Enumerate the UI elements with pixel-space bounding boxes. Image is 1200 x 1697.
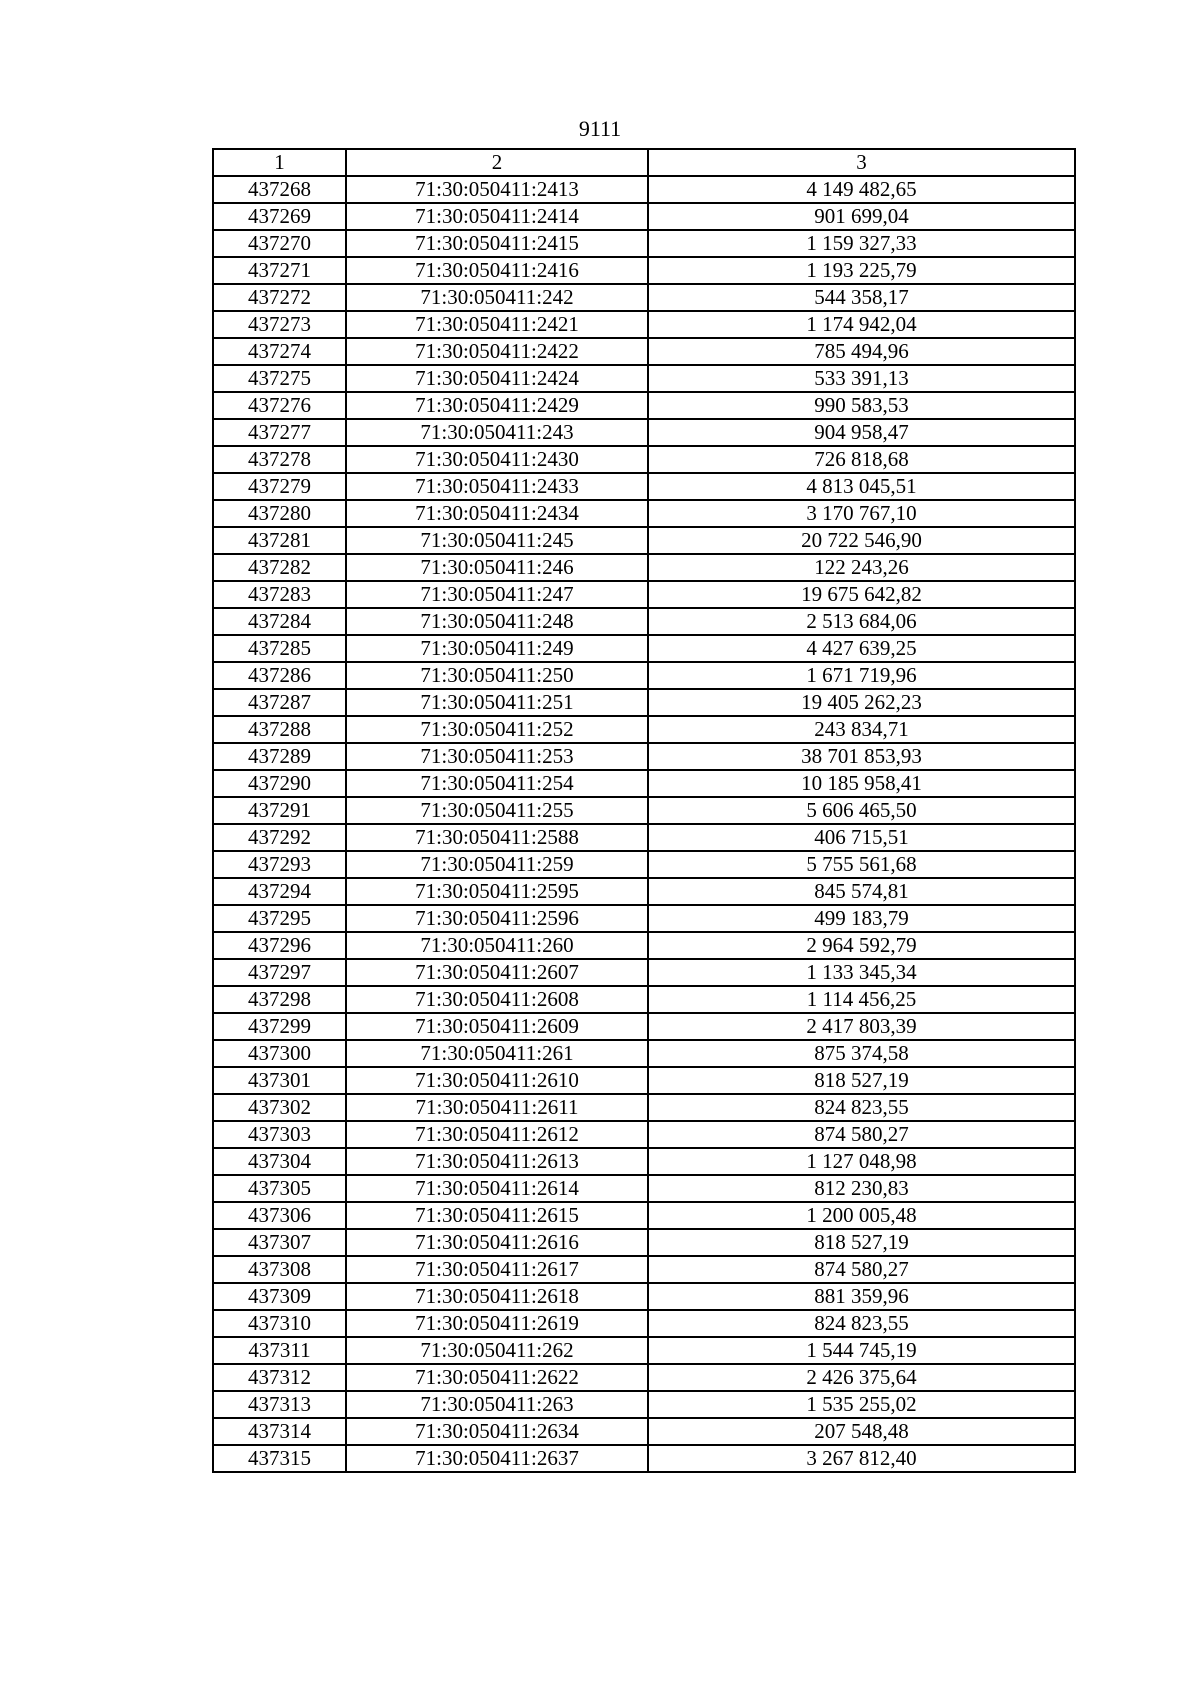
row-number-cell: 437298	[213, 986, 346, 1013]
value-cell: 1 127 048,98	[648, 1148, 1075, 1175]
value-cell: 406 715,51	[648, 824, 1075, 851]
table-row	[213, 581, 1075, 608]
cadastral-number-cell: 71:30:050411:2430	[346, 446, 648, 473]
row-number-cell: 437296	[213, 932, 346, 959]
cadastral-number-cell: 71:30:050411:2413	[346, 176, 648, 203]
value-cell: 122 243,26	[648, 554, 1075, 581]
cadastral-number-cell: 71:30:050411:2421	[346, 311, 648, 338]
value-cell: 19 405 262,23	[648, 689, 1075, 716]
row-number-cell: 437274	[213, 338, 346, 365]
value-cell: 1 671 719,96	[648, 662, 1075, 689]
cadastral-number-cell: 71:30:050411:2615	[346, 1202, 648, 1229]
cadastral-number-cell: 71:30:050411:246	[346, 554, 648, 581]
row-number-cell: 437293	[213, 851, 346, 878]
row-number-cell: 437310	[213, 1310, 346, 1337]
row-number-cell: 437294	[213, 878, 346, 905]
table-row	[213, 203, 1075, 230]
cadastral-number-cell: 71:30:050411:2424	[346, 365, 648, 392]
table-row	[213, 743, 1075, 770]
cadastral-number-cell: 71:30:050411:255	[346, 797, 648, 824]
row-number-cell: 437291	[213, 797, 346, 824]
value-cell: 4 813 045,51	[648, 473, 1075, 500]
cadastral-number-cell: 71:30:050411:2634	[346, 1418, 648, 1445]
cadastral-number-cell: 71:30:050411:2414	[346, 203, 648, 230]
cadastral-number-cell: 71:30:050411:259	[346, 851, 648, 878]
value-cell: 3 170 767,10	[648, 500, 1075, 527]
value-cell: 904 958,47	[648, 419, 1075, 446]
value-cell: 1 159 327,33	[648, 230, 1075, 257]
cadastral-number-cell: 71:30:050411:2617	[346, 1256, 648, 1283]
table-row	[213, 1283, 1075, 1310]
value-cell: 1 544 745,19	[648, 1337, 1075, 1364]
table-row	[213, 851, 1075, 878]
row-number-cell: 437270	[213, 230, 346, 257]
cadastral-number-cell: 71:30:050411:242	[346, 284, 648, 311]
cadastral-number-cell: 71:30:050411:2595	[346, 878, 648, 905]
table-row	[213, 824, 1075, 851]
row-number-cell: 437309	[213, 1283, 346, 1310]
value-cell: 1 200 005,48	[648, 1202, 1075, 1229]
cadastral-number-cell: 71:30:050411:263	[346, 1391, 648, 1418]
table-row	[213, 257, 1075, 284]
table-row	[213, 986, 1075, 1013]
row-number-cell: 437299	[213, 1013, 346, 1040]
table-row	[213, 932, 1075, 959]
table-row	[213, 1121, 1075, 1148]
table-row	[213, 230, 1075, 257]
table-row	[213, 770, 1075, 797]
table-row	[213, 1175, 1075, 1202]
value-cell: 5 755 561,68	[648, 851, 1075, 878]
row-number-cell: 437289	[213, 743, 346, 770]
table-row	[213, 878, 1075, 905]
cadastral-number-cell: 71:30:050411:250	[346, 662, 648, 689]
value-cell: 845 574,81	[648, 878, 1075, 905]
table-row	[213, 311, 1075, 338]
cadastral-number-cell: 71:30:050411:2416	[346, 257, 648, 284]
value-cell: 726 818,68	[648, 446, 1075, 473]
value-cell: 785 494,96	[648, 338, 1075, 365]
cadastral-number-cell: 71:30:050411:2613	[346, 1148, 648, 1175]
cadastral-number-cell: 71:30:050411:2607	[346, 959, 648, 986]
cadastral-number-cell: 71:30:050411:2608	[346, 986, 648, 1013]
value-cell: 19 675 642,82	[648, 581, 1075, 608]
table-header-row	[213, 149, 1075, 176]
table-row	[213, 1391, 1075, 1418]
cadastral-number-cell: 71:30:050411:2434	[346, 500, 648, 527]
table-row	[213, 1445, 1075, 1472]
cadastral-number-cell: 71:30:050411:2429	[346, 392, 648, 419]
value-cell: 2 964 592,79	[648, 932, 1075, 959]
table-row	[213, 176, 1075, 203]
value-cell: 874 580,27	[648, 1256, 1075, 1283]
row-number-cell: 437284	[213, 608, 346, 635]
table-row	[213, 1364, 1075, 1391]
value-cell: 38 701 853,93	[648, 743, 1075, 770]
table-row	[213, 446, 1075, 473]
column-header-2: 2	[346, 149, 648, 176]
value-cell: 1 174 942,04	[648, 311, 1075, 338]
table-row	[213, 1202, 1075, 1229]
column-header-1: 1	[213, 149, 346, 176]
row-number-cell: 437305	[213, 1175, 346, 1202]
row-number-cell: 437315	[213, 1445, 346, 1472]
cadastral-number-cell: 71:30:050411:2609	[346, 1013, 648, 1040]
value-cell: 824 823,55	[648, 1094, 1075, 1121]
value-cell: 207 548,48	[648, 1418, 1075, 1445]
row-number-cell: 437308	[213, 1256, 346, 1283]
table-row	[213, 473, 1075, 500]
table-row	[213, 365, 1075, 392]
row-number-cell: 437272	[213, 284, 346, 311]
cadastral-number-cell: 71:30:050411:261	[346, 1040, 648, 1067]
table-row	[213, 1067, 1075, 1094]
value-cell: 875 374,58	[648, 1040, 1075, 1067]
row-number-cell: 437271	[213, 257, 346, 284]
cadastral-number-cell: 71:30:050411:249	[346, 635, 648, 662]
value-cell: 20 722 546,90	[648, 527, 1075, 554]
table-row	[213, 635, 1075, 662]
table-row	[213, 1013, 1075, 1040]
table-row	[213, 419, 1075, 446]
table-row	[213, 797, 1075, 824]
value-cell: 544 358,17	[648, 284, 1075, 311]
cadastral-number-cell: 71:30:050411:2616	[346, 1229, 648, 1256]
row-number-cell: 437313	[213, 1391, 346, 1418]
row-number-cell: 437281	[213, 527, 346, 554]
value-cell: 824 823,55	[648, 1310, 1075, 1337]
row-number-cell: 437314	[213, 1418, 346, 1445]
row-number-cell: 437282	[213, 554, 346, 581]
cadastral-number-cell: 71:30:050411:2422	[346, 338, 648, 365]
cadastral-number-cell: 71:30:050411:2596	[346, 905, 648, 932]
cadastral-number-cell: 71:30:050411:251	[346, 689, 648, 716]
value-cell: 10 185 958,41	[648, 770, 1075, 797]
cadastral-number-cell: 71:30:050411:2433	[346, 473, 648, 500]
row-number-cell: 437277	[213, 419, 346, 446]
cadastral-number-cell: 71:30:050411:2612	[346, 1121, 648, 1148]
page-number: 9111	[578, 116, 622, 141]
data-table	[212, 148, 1076, 1473]
value-cell: 499 183,79	[648, 905, 1075, 932]
row-number-cell: 437280	[213, 500, 346, 527]
cadastral-number-cell: 71:30:050411:2637	[346, 1445, 648, 1472]
row-number-cell: 437268	[213, 176, 346, 203]
value-cell: 874 580,27	[648, 1121, 1075, 1148]
cadastral-number-cell: 71:30:050411:254	[346, 770, 648, 797]
table-row	[213, 338, 1075, 365]
table-row	[213, 1256, 1075, 1283]
cadastral-number-cell: 71:30:050411:2618	[346, 1283, 648, 1310]
table-row	[213, 905, 1075, 932]
cadastral-number-cell: 71:30:050411:2611	[346, 1094, 648, 1121]
value-cell: 901 699,04	[648, 203, 1075, 230]
table-row	[213, 527, 1075, 554]
value-cell: 1 193 225,79	[648, 257, 1075, 284]
table-row	[213, 1040, 1075, 1067]
table-body	[213, 176, 1075, 1472]
row-number-cell: 437288	[213, 716, 346, 743]
row-number-cell: 437312	[213, 1364, 346, 1391]
cadastral-number-cell: 71:30:050411:248	[346, 608, 648, 635]
row-number-cell: 437303	[213, 1121, 346, 1148]
cadastral-number-cell: 71:30:050411:2610	[346, 1067, 648, 1094]
row-number-cell: 437286	[213, 662, 346, 689]
table-row	[213, 392, 1075, 419]
value-cell: 881 359,96	[648, 1283, 1075, 1310]
value-cell: 1 535 255,02	[648, 1391, 1075, 1418]
row-number-cell: 437285	[213, 635, 346, 662]
cadastral-number-cell: 71:30:050411:2619	[346, 1310, 648, 1337]
row-number-cell: 437307	[213, 1229, 346, 1256]
value-cell: 2 417 803,39	[648, 1013, 1075, 1040]
row-number-cell: 437269	[213, 203, 346, 230]
row-number-cell: 437290	[213, 770, 346, 797]
value-cell: 1 133 345,34	[648, 959, 1075, 986]
value-cell: 3 267 812,40	[648, 1445, 1075, 1472]
row-number-cell: 437276	[213, 392, 346, 419]
cadastral-number-cell: 71:30:050411:260	[346, 932, 648, 959]
table-row	[213, 1418, 1075, 1445]
value-cell: 4 427 639,25	[648, 635, 1075, 662]
table-row	[213, 716, 1075, 743]
value-cell: 818 527,19	[648, 1229, 1075, 1256]
table-row	[213, 500, 1075, 527]
row-number-cell: 437304	[213, 1148, 346, 1175]
row-number-cell: 437292	[213, 824, 346, 851]
column-header-3: 3	[648, 149, 1075, 176]
cadastral-number-cell: 71:30:050411:2588	[346, 824, 648, 851]
value-cell: 1 114 456,25	[648, 986, 1075, 1013]
table-row	[213, 554, 1075, 581]
row-number-cell: 437297	[213, 959, 346, 986]
table-row	[213, 959, 1075, 986]
value-cell: 812 230,83	[648, 1175, 1075, 1202]
table-row	[213, 1337, 1075, 1364]
table-row	[213, 662, 1075, 689]
row-number-cell: 437311	[213, 1337, 346, 1364]
cadastral-number-cell: 71:30:050411:243	[346, 419, 648, 446]
row-number-cell: 437287	[213, 689, 346, 716]
value-cell: 818 527,19	[648, 1067, 1075, 1094]
cadastral-number-cell: 71:30:050411:252	[346, 716, 648, 743]
value-cell: 5 606 465,50	[648, 797, 1075, 824]
table-row	[213, 608, 1075, 635]
row-number-cell: 437283	[213, 581, 346, 608]
value-cell: 4 149 482,65	[648, 176, 1075, 203]
cadastral-number-cell: 71:30:050411:247	[346, 581, 648, 608]
row-number-cell: 437275	[213, 365, 346, 392]
row-number-cell: 437306	[213, 1202, 346, 1229]
value-cell: 243 834,71	[648, 716, 1075, 743]
row-number-cell: 437278	[213, 446, 346, 473]
table-row	[213, 689, 1075, 716]
cadastral-number-cell: 71:30:050411:262	[346, 1337, 648, 1364]
row-number-cell: 437302	[213, 1094, 346, 1121]
table-row	[213, 1310, 1075, 1337]
row-number-cell: 437273	[213, 311, 346, 338]
cadastral-number-cell: 71:30:050411:245	[346, 527, 648, 554]
cadastral-number-cell: 71:30:050411:2614	[346, 1175, 648, 1202]
value-cell: 533 391,13	[648, 365, 1075, 392]
table-row	[213, 1229, 1075, 1256]
row-number-cell: 437300	[213, 1040, 346, 1067]
cadastral-number-cell: 71:30:050411:2622	[346, 1364, 648, 1391]
cadastral-number-cell: 71:30:050411:253	[346, 743, 648, 770]
row-number-cell: 437301	[213, 1067, 346, 1094]
value-cell: 990 583,53	[648, 392, 1075, 419]
table-row	[213, 1094, 1075, 1121]
table-row	[213, 1148, 1075, 1175]
row-number-cell: 437279	[213, 473, 346, 500]
cadastral-number-cell: 71:30:050411:2415	[346, 230, 648, 257]
row-number-cell: 437295	[213, 905, 346, 932]
table-row	[213, 284, 1075, 311]
value-cell: 2 513 684,06	[648, 608, 1075, 635]
value-cell: 2 426 375,64	[648, 1364, 1075, 1391]
